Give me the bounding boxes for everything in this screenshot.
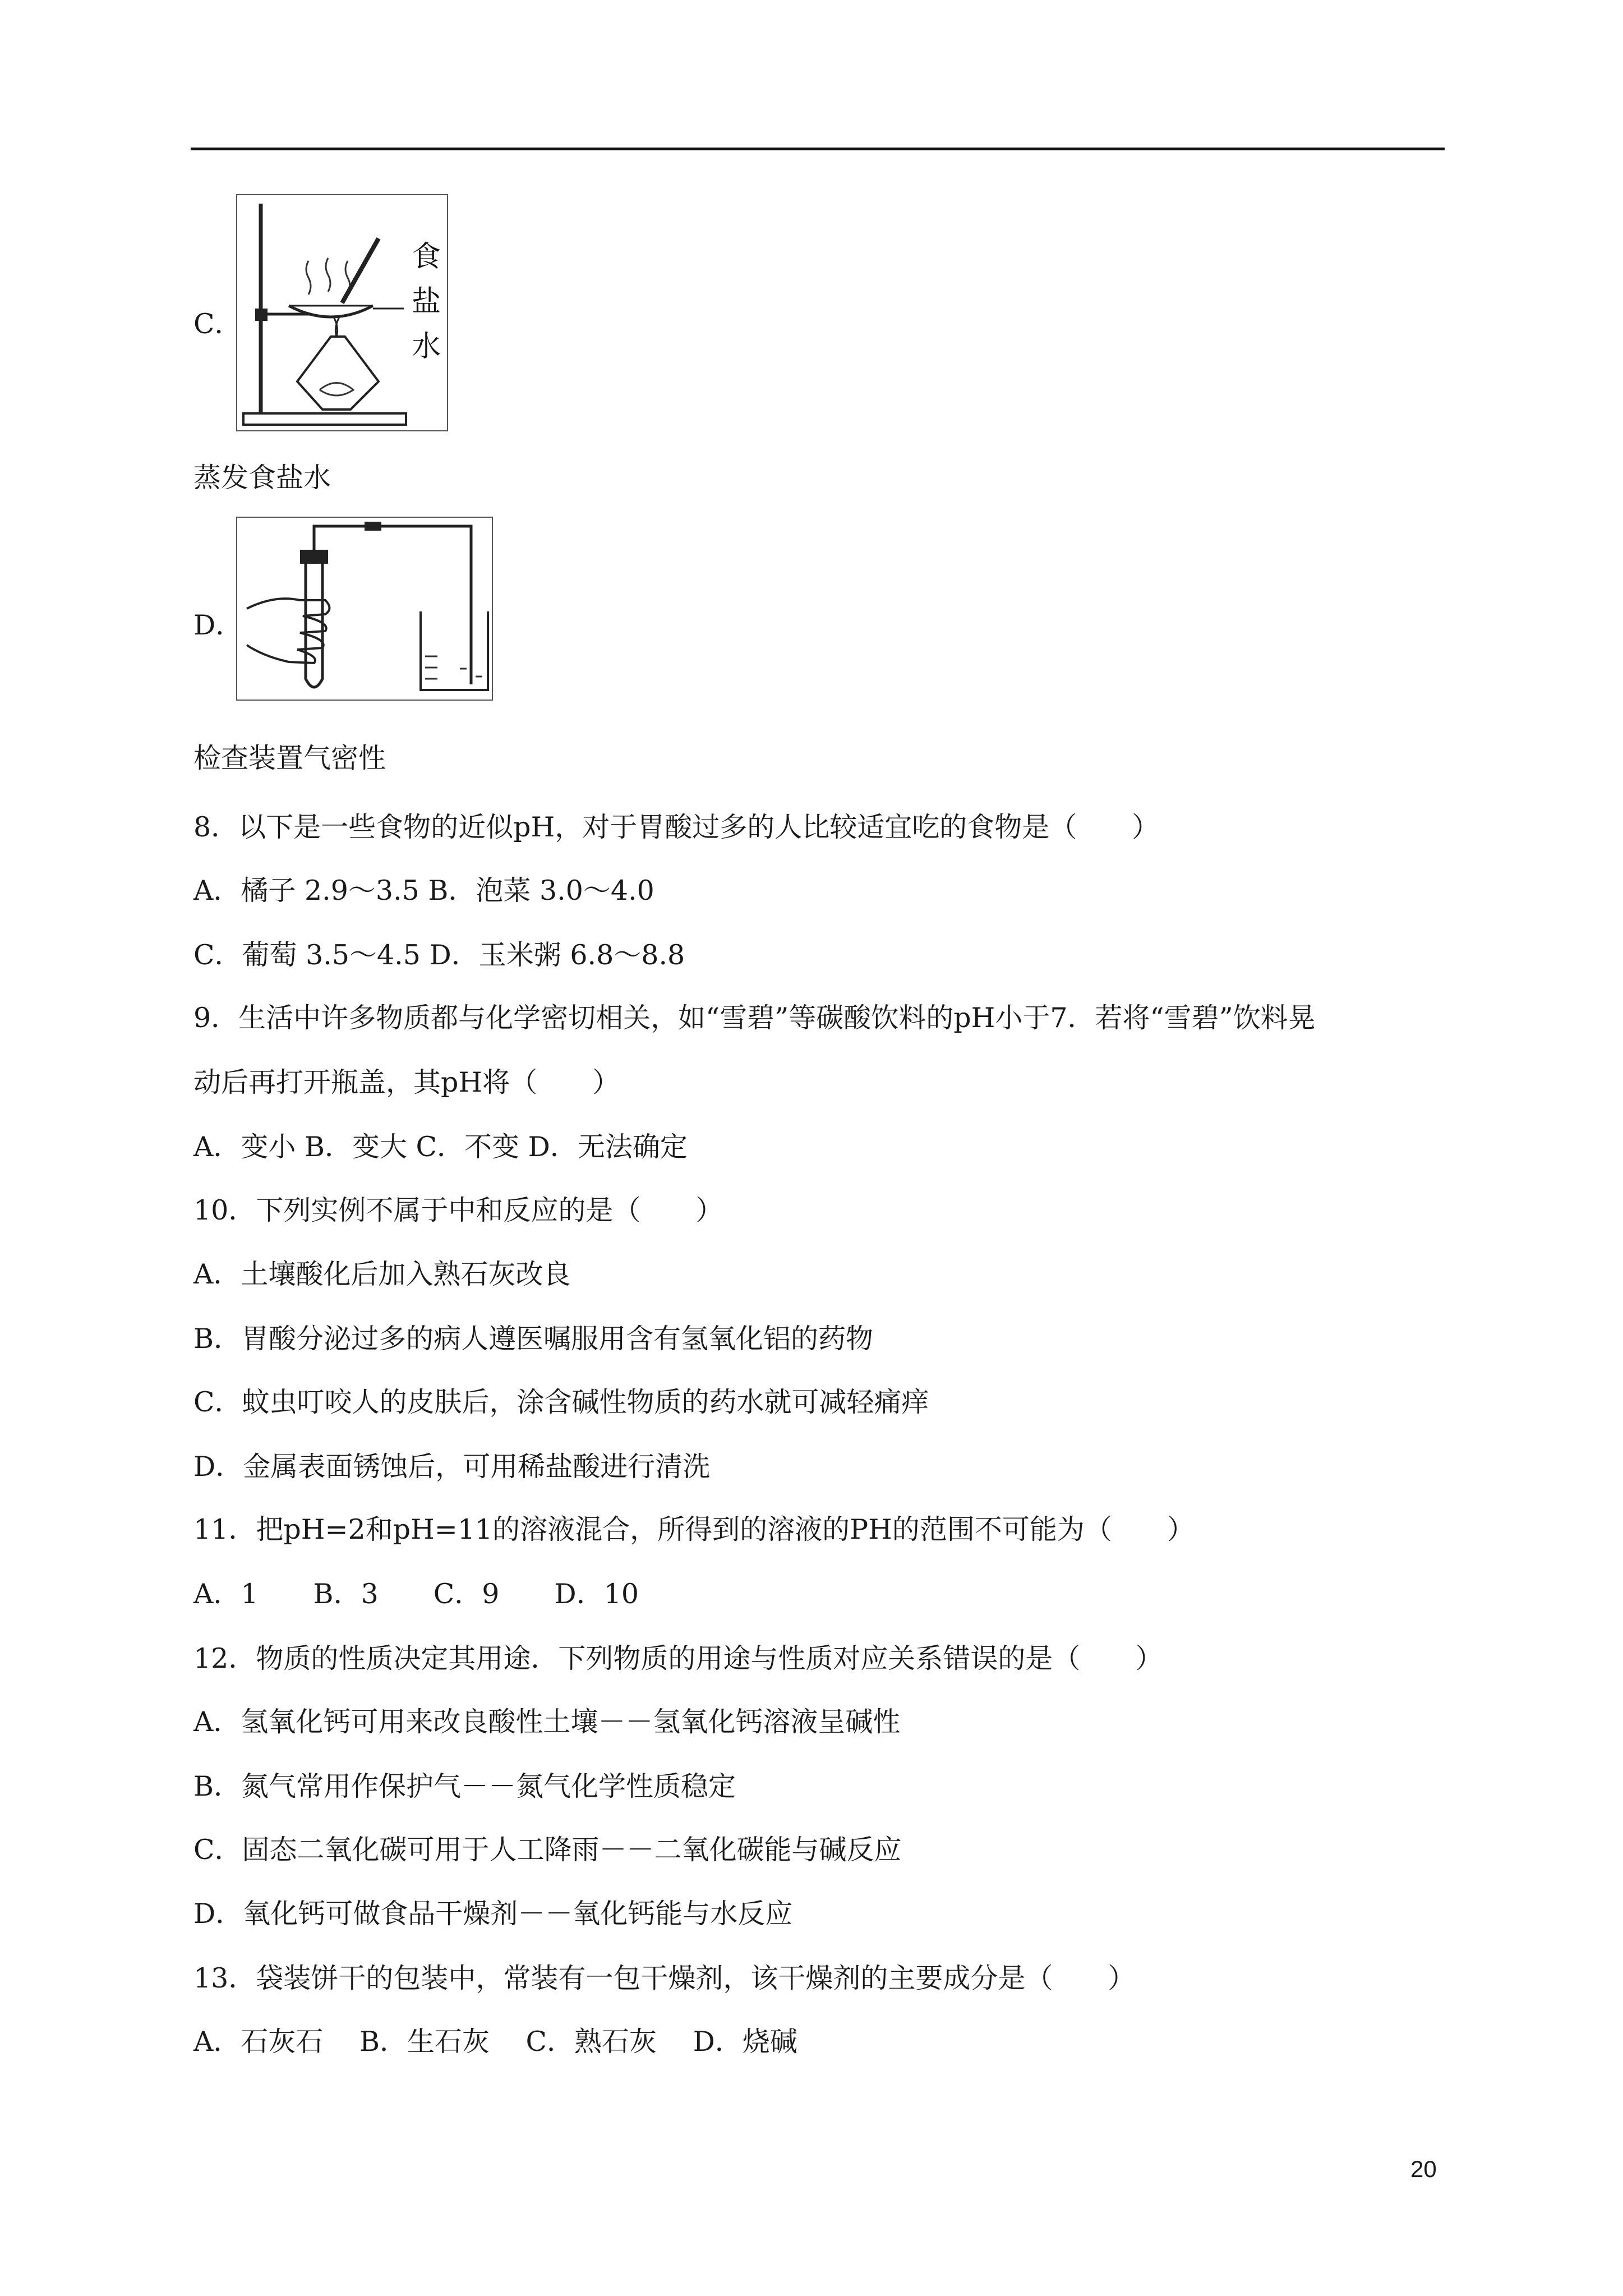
page-number: 20 <box>1410 2156 1437 2182</box>
q8-options-ab: A．橘子 2.9～3.5 B．泡菜 3.0～4.0 <box>193 875 654 907</box>
label-char-1: 食 <box>411 240 441 274</box>
q11-options: A．1 B．3 C．9 D．10 <box>193 1578 639 1610</box>
option-c-caption: 蒸发食盐水 <box>193 462 331 494</box>
q8-options-cd: C．葡萄 3.5～4.5 D．玉米粥 6.8～8.8 <box>193 939 685 971</box>
q12-option-b: B．氮气常用作保护气－－氮气化学性质稳定 <box>193 1770 736 1802</box>
q10-option-c: C．蚊虫叮咬人的皮肤后，涂含碱性物质的药水就可减轻痛痒 <box>193 1386 929 1418</box>
option-d-caption: 检查装置气密性 <box>193 742 386 774</box>
q10-option-b: B．胃酸分泌过多的病人遵医嘱服用含有氢氧化铝的药物 <box>193 1323 874 1355</box>
q12-option-c: C．固态二氧化碳可用于人工降雨－－二氧化碳能与碱反应 <box>193 1834 902 1866</box>
q12-stem: 12．物质的性质决定其用途．下列物质的用途与性质对应关系错误的是（ ） <box>193 1642 1163 1674</box>
q12-option-a: A．氢氧化钙可用来改良酸性土壤－－氢氧化钙溶液呈碱性 <box>193 1706 901 1738</box>
airtightness-check-figure <box>236 516 494 701</box>
q13-stem: 13．袋装饼干的包装中，常装有一包干燥剂，该干燥剂的主要成分是（ ） <box>193 1962 1136 1994</box>
q9-stem-line2: 动后再打开瓶盖，其pH将（ ） <box>193 1066 620 1098</box>
option-d-label: D． <box>193 609 243 641</box>
q12-option-d: D．氧化钙可做食品干燥剂－－氧化钙能与水反应 <box>193 1898 793 1930</box>
q10-option-d: D．金属表面锈蚀后，可用稀盐酸进行清洗 <box>193 1451 711 1483</box>
q9-options: A．变小 B．变大 C．不变 D．无法确定 <box>193 1131 688 1163</box>
q11-stem: 11．把pH=2和pH=11的溶液混合，所得到的溶液的PH的范围不可能为（ ） <box>193 1513 1195 1545</box>
label-char-3: 水 <box>411 330 441 364</box>
option-c-label: C． <box>193 308 242 340</box>
evaporation-apparatus-figure <box>236 194 449 432</box>
header-rule <box>191 148 1445 150</box>
q9-stem-line1: 9．生活中许多物质都与化学密切相关，如“雪碧”等碳酸饮料的pH小于7．若将“雪碧”饮料晃 <box>193 1002 1316 1034</box>
q10-stem: 10．下列实例不属于中和反应的是（ ） <box>193 1194 723 1226</box>
label-char-2: 盐 <box>411 285 441 319</box>
q10-option-a: A．土壤酸化后加入熟石灰改良 <box>193 1258 571 1290</box>
q8-stem: 8．以下是一些食物的近似pH，对于胃酸过多的人比较适宜吃的食物是（ ） <box>193 811 1160 843</box>
q13-options: A．石灰石 B．生石灰 C．熟石灰 D．烧碱 <box>193 2026 797 2058</box>
